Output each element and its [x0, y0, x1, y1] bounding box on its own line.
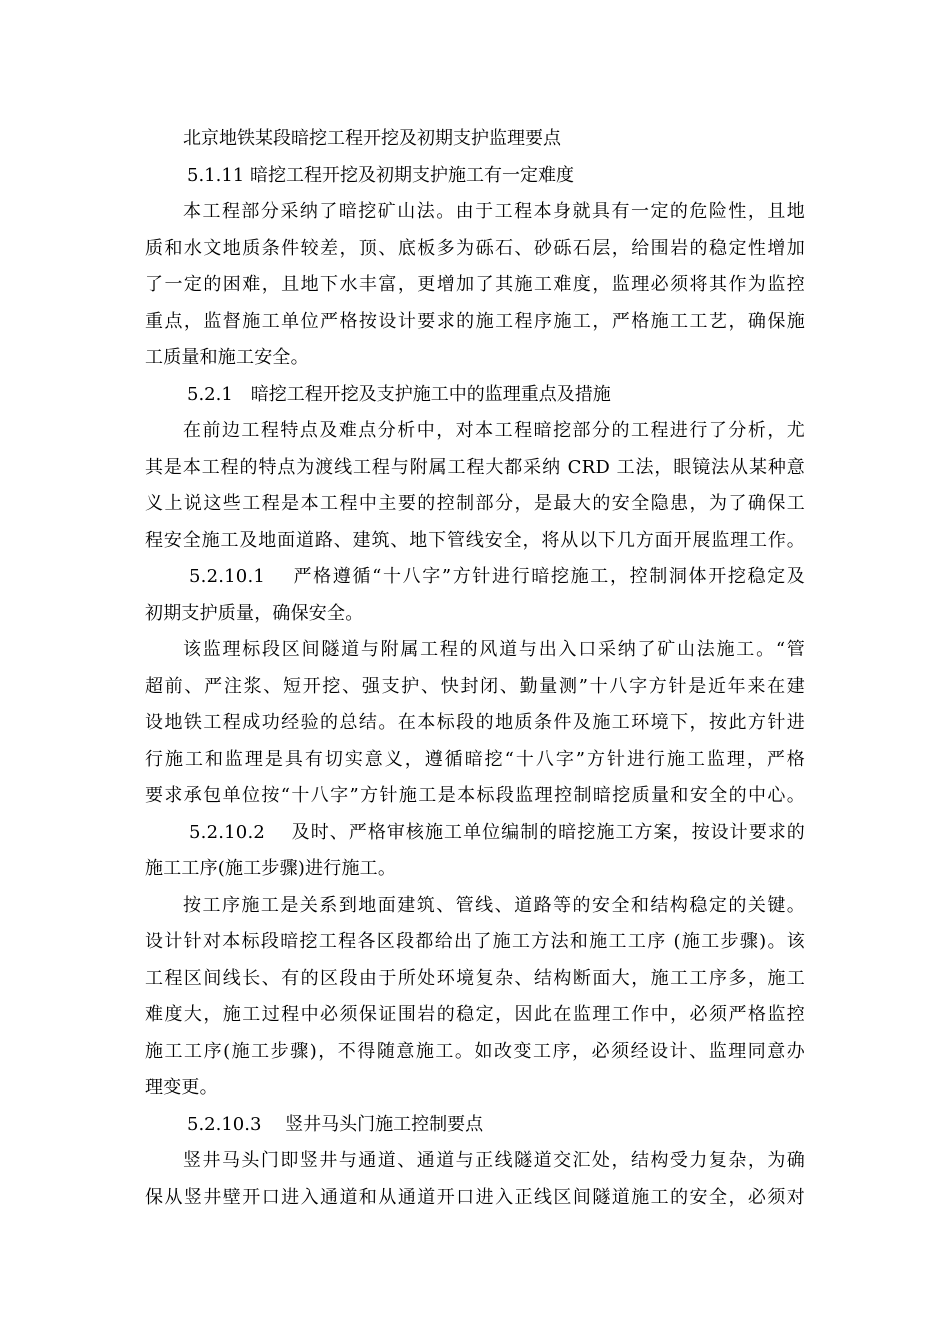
paragraph-line: 工质量和施工安全。	[145, 347, 309, 368]
paragraph-line: 了一定的困难，且地下水丰富，更增加了其施工难度，监理必须将其作为监控	[145, 274, 805, 295]
paragraph-line: 行施工和监理是具有切实意义，遵循暗挖“十八字”方针进行施工监理，严格	[145, 748, 805, 770]
section-heading-5-2-10-1-cont: 初期支护质量，确保安全。	[145, 602, 364, 624]
paragraph-line: 其是本工程的特点为渡线工程与附属工程大都采纳 CRD 工法，眼镜法从某种意	[145, 456, 805, 478]
paragraph-line: 按工序施工是关系到地面建筑、管线、道路等的安全和结构稳定的关键。	[183, 894, 805, 916]
paragraph-line: 难度大，施工过程中必须保证围岩的稳定，因此在监理工作中，必须严格监控	[145, 1004, 805, 1025]
paragraph-line: 在前边工程特点及难点分析中，对本工程暗挖部分的工程进行了分析，尤	[183, 420, 805, 441]
paragraph-line: 重点，监督施工单位严格按设计要求的施工程序施工，严格施工工艺，确保施	[145, 310, 805, 332]
paragraph-line: 质和水文地质条件较差，顶、底板多为砾石、砂砾石层，给围岩的稳定性增加	[145, 237, 805, 259]
paragraph-line: 义上说这些工程是本工程中主要的控制部分，是最大的安全隐患，为了确保工	[145, 493, 805, 514]
paragraph-line: 竖井马头门即竖井与通道、通道与正线隧道交汇处，结构受力复杂，为确	[183, 1150, 805, 1171]
paragraph-line: 施工工序(施工步骤)，不得随意施工。如改变工序，必须经设计、监理同意办	[145, 1040, 805, 1062]
section-heading-5-2-10-2-cont: 施工工序(施工步骤)进行施工。	[145, 858, 397, 879]
paragraph-line: 要求承包单位按“十八字”方针施工是本标段监理控制暗挖质量和安全的中心。	[145, 785, 805, 806]
section-heading-5-2-1: 5.2.1 暗挖工程开挖及支护施工中的监理重点及措施	[187, 383, 611, 405]
paragraph-line: 保从竖井壁开口进入通道和从通道开口进入正线区间隧道施工的安全，必须对	[145, 1186, 805, 1208]
paragraph-line: 工程区间线长、有的区段由于所处环境复杂、结构断面大，施工工序多，施工	[145, 967, 805, 989]
paragraph-line: 理变更。	[145, 1077, 218, 1098]
paragraph-line: 本工程部分采纳了暗挖矿山法。由于工程本身就具有一定的危险性，且地	[183, 201, 805, 222]
section-heading-5-2-10-1: 5.2.10.1 严格遵循“十八字”方针进行暗挖施工，控制洞体开挖稳定及	[189, 566, 805, 587]
document-body	[145, 121, 805, 1216]
paragraph-line: 设地铁工程成功经验的总结。在本标段的地质条件及施工环境下，按此方针进	[145, 712, 805, 733]
paragraph-line: 超前、严注浆、短开挖、强支护、快封闭、勤量测”十八字方针是近年来在建	[145, 675, 805, 697]
document-title: 北京地铁某段暗挖工程开挖及初期支护监理要点	[183, 128, 561, 149]
paragraph-line: 程安全施工及地面道路、建筑、地下管线安全，将从以下几方面开展监理工作。	[145, 529, 805, 551]
section-heading-5-2-10-2: 5.2.10.2 及时、严格审核施工单位编制的暗挖施工方案，按设计要求的	[189, 821, 805, 843]
section-heading-5-1-11: 5.1.11 暗挖工程开挖及初期支护施工有一定难度	[187, 164, 574, 186]
section-heading-5-2-10-3: 5.2.10.3 竖井马头门施工控制要点	[187, 1113, 484, 1135]
paragraph-line: 设计针对本标段暗挖工程各区段都给出了施工方法和施工工序 (施工步骤)。该	[145, 931, 805, 952]
paragraph-line: 该监理标段区间隧道与附属工程的风道与出入口采纳了矿山法施工。“管	[183, 639, 805, 660]
